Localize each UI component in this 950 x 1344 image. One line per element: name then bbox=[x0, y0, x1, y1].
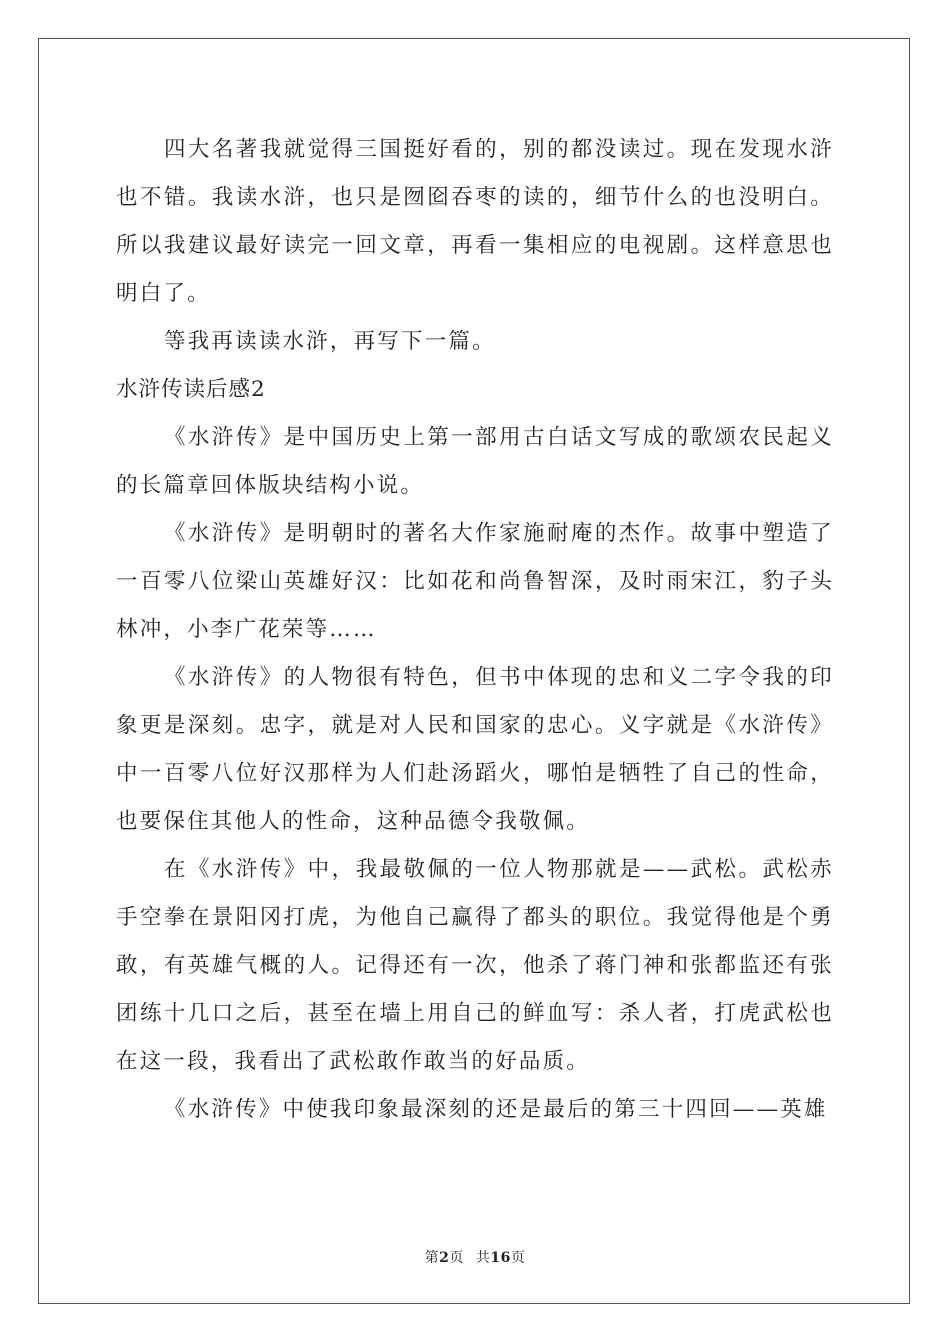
section-heading: 水浒传读后感2 bbox=[116, 377, 266, 402]
paragraph: 《水浒传》是中国历史上第一部用古白话文写成的歌颂农民起义的长篇章回体版块结构小说。 bbox=[116, 425, 834, 498]
document-body bbox=[116, 126, 834, 1134]
paragraph: 《水浒传》是明朝时的著名大作家施耐庵的杰作。故事中塑造了一百零八位梁山英雄好汉：比如花和尚鲁智深，及时雨宋江，豹子头林冲，小李广花荣等…… bbox=[116, 521, 834, 642]
total-suffix: 页 bbox=[510, 1250, 526, 1266]
page-number: 2 bbox=[439, 1250, 450, 1266]
page-footer bbox=[0, 1247, 950, 1267]
page-prefix: 第 bbox=[424, 1250, 440, 1266]
paragraph: 等我再读读水浒，再写下一篇。 bbox=[164, 329, 496, 354]
total-prefix: 共 bbox=[475, 1250, 491, 1266]
total-pages: 16 bbox=[490, 1250, 511, 1266]
paragraph: 《水浒传》的人物很有特色，但书中体现的忠和义二字令我的印象更是深刻。忠字，就是对人民和国家的忠心。义字就是《水浒传》中一百零八位好汉那样为人们赴汤蹈火，哪怕是牺牲了自己的性命，也要保住其他人的性命，这种品德令我敬佩。 bbox=[116, 665, 834, 834]
paragraph: 四大名著我就觉得三国挺好看的，别的都没读过。现在发现水浒也不错。我读水浒，也只是囫囵吞枣的读的，细节什么的也没明白。所以我建议最好读完一回文章，再看一集相应的电视剧。这样意思也明白了。 bbox=[116, 137, 834, 306]
paragraph: 《水浒传》中使我印象最深刻的还是最后的第三十四回——英雄 bbox=[164, 1097, 828, 1122]
paragraph: 在《水浒传》中，我最敬佩的一位人物那就是——武松。武松赤手空拳在景阳冈打虎，为他自己赢得了都头的职位。我觉得他是个勇敢，有英雄气概的人。记得还有一次，他杀了蒋门神和张都监还有张团练十几口之后，甚至在墙上用自己的鲜血写：杀人者，打虎武松也在这一段，我看出了武松敢作敢当的好品质。 bbox=[116, 857, 834, 1074]
page-suffix: 页 bbox=[449, 1250, 464, 1266]
